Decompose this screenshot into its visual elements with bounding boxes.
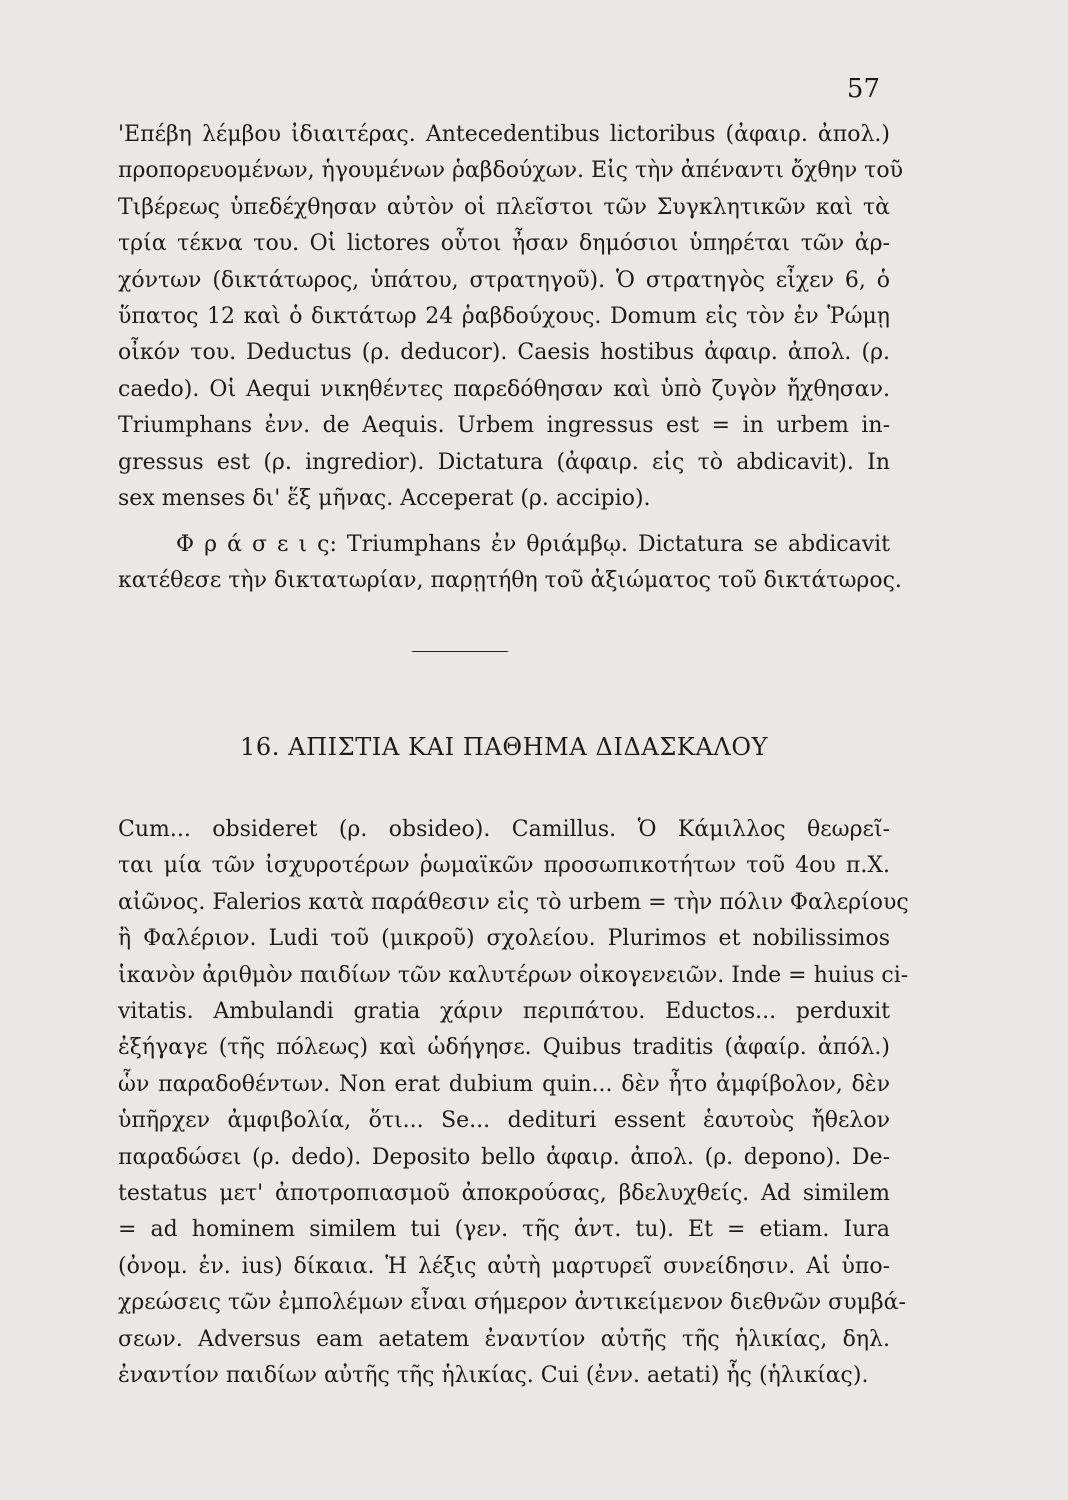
text-line: αἰῶνος. Falerios κατὰ παράθεσιν εἰς τὸ urbem = τὴν πόλιν Φαλερίους bbox=[118, 889, 909, 915]
text-line: οἶκόν του. Deductus (ρ. deducor). Caesis hostibus ἀφαιρ. ἀπολ. (ρ. bbox=[118, 340, 890, 366]
text-line: ὧν παραδοθέντων. Non erat dubium quin... δὲν ἦτο ἀμφίβολον, δὲν bbox=[118, 1071, 890, 1097]
text-line: ἱκανὸν ἀριθμὸν παιδίων τῶν καλυτέρων οἰκογενειῶν. Inde = huius ci- bbox=[118, 962, 909, 988]
text-line: προπορευομένων, ἡγουμένων ῥαβδούχων. Εἰς τὴν ἀπέναντι ὄχθην τοῦ bbox=[118, 158, 903, 184]
text-line: ἐναντίον παιδίων αὐτῆς τῆς ἡλικίας. Cui (ἐνν. aetati) ἧς (ἡλικίας). bbox=[118, 1363, 869, 1389]
section-heading: 16. ΑΠΙΣΤΙΑ ΚΑΙ ΠΑΘΗΜΑ ΔΙΔΑΣΚΑΛΟΥ bbox=[239, 733, 769, 761]
text-line: ἐξήγαγε (τῆς πόλεως) καὶ ὡδήγησε. Quibus traditis (ἀφαίρ. ἀπόλ.) bbox=[118, 1035, 890, 1061]
text-line: sex menses δι' ἕξ μῆνας. Acceperat (ρ. accipio). bbox=[118, 486, 651, 512]
paragraph-notes-1 bbox=[118, 117, 903, 517]
section-divider bbox=[412, 651, 508, 652]
page-number: 57 bbox=[846, 74, 880, 104]
text-line: Cum... obsideret (ρ. obsideo). Camillus. Ὁ Κάμιλλος θεωρεῖ- bbox=[118, 817, 890, 842]
text-line: caedo). Οἱ Aequi νικηθέντες παρεδόθησαν καὶ ὑπὸ ζυγὸν ἤχθησαν. bbox=[118, 376, 890, 402]
text-line: gressus est (ρ. ingredior). Dictatura (ἀφαιρ. εἰς τὸ abdicavit). In bbox=[118, 449, 890, 475]
text-line: σεων. Adversus eam aetatem ἐναντίον αὐτῆς τῆς ἡλικίας, δηλ. bbox=[118, 1326, 890, 1352]
text-line: = ad hominem similem tui (γεν. τῆς ἀντ. tu). Et = etiam. Iura bbox=[118, 1217, 890, 1243]
text-line: 'Επέβη λέμβου ἰδιαιτέρας. Antecedentibus lictoribus (ἀφαιρ. ἀπολ.) bbox=[118, 122, 890, 147]
text-line: κατέθεσε τὴν δικτατωρίαν, παρῃτήθη τοῦ ἀξιώματος τοῦ δικτάτωρος. bbox=[118, 568, 902, 594]
text-line: Φ ρ ά σ ε ι ς: Triumphans ἐν θριάμβῳ. Dictatura se abdicavit bbox=[176, 532, 890, 557]
paragraph-notes-2 bbox=[118, 812, 909, 1395]
text-line: vitatis. Ambulandi gratia χάριν περιπάτου. Eductos... perduxit bbox=[118, 999, 890, 1025]
text-line: ὕπατος 12 καὶ ὁ δικτάτωρ 24 ῥαβδούχους. Domum εἰς τὸν ἐν Ῥώμῃ bbox=[118, 304, 890, 330]
text-line: testatus μετ' ἀποτροπιασμοῦ ἀποκρούσας, βδελυχθείς. Ad similem bbox=[118, 1181, 890, 1207]
text-line: χρεώσεις τῶν ἐμπολέμων εἶναι σήμερον ἀντικείμενον διεθνῶν συμβά- bbox=[118, 1290, 906, 1316]
text-line: παραδώσει (ρ. dedo). Deposito bello ἀφαιρ. ἀπολ. (ρ. depono). De- bbox=[118, 1144, 890, 1170]
text-line: ἢ Φαλέριον. Ludi τοῦ (μικροῦ) σχολείου. Plurimos et nobilissimos bbox=[118, 926, 890, 952]
text-line: ὑπῆρχεν ἀμφιβολία, ὅτι... Se... dedituri essent ἑαυτοὺς ἤθελον bbox=[118, 1108, 890, 1134]
text-line: χόντων (δικτάτωρος, ὑπάτου, στρατηγοῦ). Ὁ στρατηγὸς εἶχεν 6, ὁ bbox=[118, 267, 890, 293]
text-line: τρία τέκνα του. Οἱ lictores οὗτοι ἦσαν δημόσιοι ὑπηρέται τῶν ἀρ- bbox=[118, 231, 890, 257]
text-line: Triumphans ἐνν. de Aequis. Urbem ingressus est = in urbem in- bbox=[118, 413, 890, 439]
text-line: (ὀνομ. ἐν. ius) δίκαια. Ἡ λέξις αὐτὴ μαρτυρεῖ συνείδησιν. Αἱ ὑπο- bbox=[118, 1253, 890, 1279]
text-line: Τιβέρεως ὑπεδέχθησαν αὐτὸν οἱ πλεῖστοι τῶν Συγκλητικῶν καὶ τὰ bbox=[118, 194, 890, 220]
text-line: ται μία τῶν ἰσχυροτέρων ῥωμαϊκῶν προσωπικοτήτων τοῦ 4ου π.Χ. bbox=[118, 853, 890, 879]
paragraph-phrases bbox=[118, 527, 902, 600]
